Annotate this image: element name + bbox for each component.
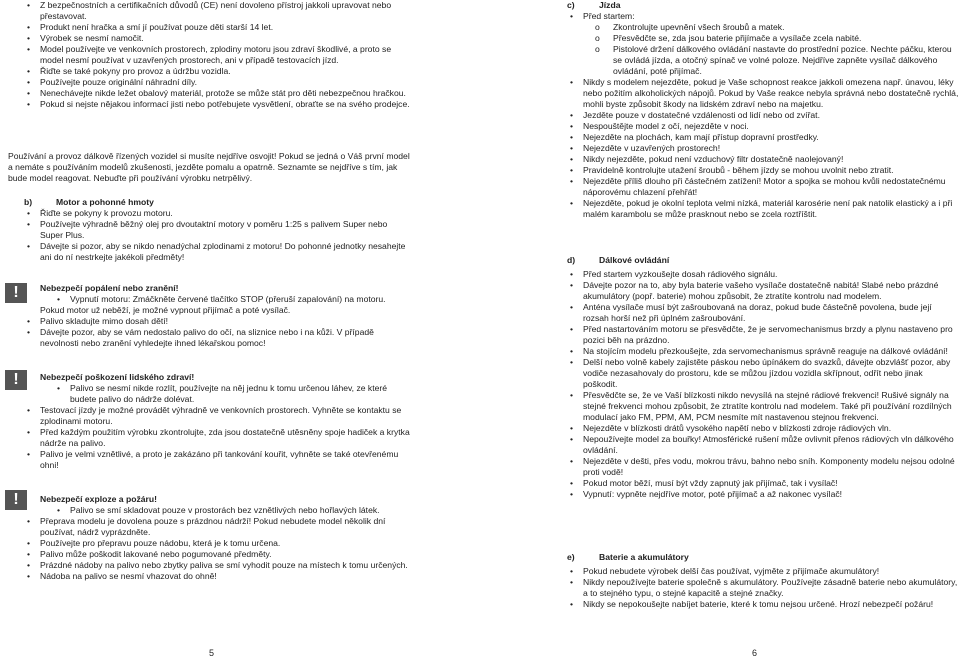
section-b-heading [24, 197, 412, 208]
warning-title: Nebezpečí poškození lidského zdraví! [40, 372, 195, 382]
list-item: • Používejte pro přepravu pouze nádobu, která je k tomu určena. [24, 538, 414, 549]
warning-title: Nebezpečí popálení nebo zranění! [40, 283, 179, 293]
list-item: • Produkt není hračka a smí jí používat pouze děti starší 14 let. [24, 22, 414, 33]
list-item: • Před každým použitím výrobku zkontrolujte, zda jsou dostatečně utěsněny spoje hadiček a krytka nádrže na palivo. [24, 427, 414, 449]
list-item: • Přesvědčte se, že ve Vaší blízkosti nikdo nevysílá na stejné rádiové frekvenci! Rušivé signály na stejné frekvenci mohou způsobit, že ztratíte kontrolu nad modelem. Také při používání rozdílných modulací jako FM, PPM, AM, PCM nesmíte mít nastavenou stejnou frekvenci. [567, 390, 959, 423]
list-item: • Používejte pouze originální náhradní díly. [24, 77, 414, 88]
section-d [567, 255, 959, 500]
list-item: • Jezděte pouze v dostatečné vzdálenosti od lidí nebo od zvířat. [567, 110, 959, 121]
list-item: • Vypnutí: vypněte nejdříve motor, poté přijímač a až nakonec vysílač! [567, 489, 959, 500]
list-item: • Nejezděte na plochách, kam mají přístup dopravní prostředky. [567, 132, 959, 143]
list-item: • Nikdy nejezděte, pokud není vzduchový filtr dostatečně naolejovaný! [567, 154, 959, 165]
section-e [567, 552, 959, 610]
list-item: • Model používejte ve venkovních prostorech, zplodiny motoru jsou zdraví škodlivé, a proto se model nesmí používat v uzavřených prostorech, ani v případě testovacích jízd. [24, 44, 414, 66]
intro-list [24, 0, 414, 110]
list-item: • Dávejte pozor na to, aby byla baterie vašeho vysílače dostatečně nabitá! Slabé nebo prázdné akumulátory (popř. baterie) mohou způsobit, že ztratíte kontrolu nad modelem. [567, 280, 959, 302]
warning-icon: ! [5, 370, 27, 390]
list-item: • Palivo je velmi vznětlivé, a proto je zakázáno při tankování kouřit, vyhněte se také otevřenému ohni! [24, 449, 414, 471]
warning-block-explosion [24, 494, 414, 582]
list-item: • Nádoba na palivo se nesmí vhazovat do ohně! [24, 571, 414, 582]
warning-icon: ! [5, 490, 27, 510]
warning-block-burn [24, 283, 414, 349]
list-item: • Nejezděte v dešti, přes vodu, mokrou trávu, bahno nebo sníh. Komponenty modelu nejsou odolné proti vodě! [567, 456, 959, 478]
list-item: • Před nastartováním motoru se přesvědčte, že je servomechanismus brzdy a plynu nastaveno pro pozici běh na prázdno. [567, 324, 959, 346]
warning-icon: ! [5, 283, 27, 303]
section-letter: c) [567, 0, 575, 10]
section-e-heading [567, 552, 959, 563]
list-item: • Pokud nebudete výrobek delší čas používat, vyjměte z přijímače akumulátory! [567, 566, 959, 577]
list-item: • Dávejte pozor, aby se vám nedostalo palivo do očí, na sliznice nebo i na kůži. V případě nevolnosti nebo zranění vyhledejte ihned lékařskou pomoc! [24, 327, 414, 349]
list-item: • Pravidelně kontrolujte utažení šroubů - během jízdy se mohou uvolnit nebo ztratit. [567, 165, 959, 176]
list-item: • Palivo může poškodit lakované nebo pogumované předměty. [24, 549, 414, 560]
list-item: • Nepoužívejte model za bouřky! Atmosférické rušení může ovlivnit přenos rádiových vln dálkového ovládání. [567, 434, 959, 456]
section-letter: d) [567, 255, 576, 265]
list-item: • Testovací jízdy je možné provádět výhradně ve venkovních prostorech. Vyhněte se kontaktu se zplodinami motoru. [24, 405, 414, 427]
left-page [0, 0, 420, 658]
list-item: • Nejezděte v uzavřených prostorech! [567, 143, 959, 154]
list-item: • Nejezděte v blízkosti drátů vysokého napětí nebo v blízkosti zdroje rádiových vln. [567, 423, 959, 434]
list-item: • Před startem: [567, 11, 959, 22]
list-item: • Pokud motor běží, musí být vždy zapnutý jak přijímač, tak i vysílač! [567, 478, 959, 489]
section-c-heading [567, 0, 959, 11]
section-title: Baterie a akumulátory [599, 552, 689, 562]
sub-list-item: o Zkontrolujte upevnění všech šroubů a matek. [567, 22, 959, 33]
list-item: • Přeprava modelu je dovolena pouze s prázdnou nádrží! Pokud nebudete model několik dní používat, nádrž vyprázdněte. [24, 516, 414, 538]
list-item: • Řiďte se také pokyny pro provoz a údržbu vozidla. [24, 66, 414, 77]
list-item: • Nikdy nepoužívejte baterie společně s akumulátory. Používejte zásadně baterie nebo akumulátory, a to stejného typu, o stejné kapacitě a stejné značky. [567, 577, 959, 599]
warning-block-health [24, 372, 414, 471]
list-item: • Nenechávejte nikde ležet obalový materiál, protože se může stát pro děti nebezpečnou hračkou. [24, 88, 414, 99]
section-letter: e) [567, 552, 575, 562]
intro-paragraph: Používání a provoz dálkově řízených vozidel si musíte nejdříve osvojit! Pokud se jedná o Váš první model a nemáte s používáním modelů zkušenosti, jezděte pomalu a opatrně. Seznamte se nejdříve s tím, jak bude model reagovat. Nebuďte při používání výrobku netrpělivý. [8, 151, 410, 183]
list-item: • Nejezděte, pokud je okolní teplota velmi nízká, materiál karosérie není pak natolik elastický a i při malém karambolu se může prasknout nebo se zcela roztříštit. [567, 198, 959, 220]
section-title: Motor a pohonné hmoty [56, 197, 154, 207]
list-item: • Nikdy se nepokoušejte nabíjet baterie, které k tomu nejsou určené. Hrozí nebezpečí požáru! [567, 599, 959, 610]
section-title: Dálkové ovládání [599, 255, 670, 265]
list-item: • Nikdy s modelem nejezděte, pokud je Vaše schopnost reakce jakkoli omezena např. únavou, léky nebo požitím alkoholických nápojů. Pokud by Vaše reakce nebyla správná nebo dostatečně rychlá, mohli byste způsobit škody na lidském zdraví nebo na majetku. [567, 77, 959, 110]
list-item: • Na stojícím modelu přezkoušejte, zda servomechanismus správně reaguje na dálkové ovládání! [567, 346, 959, 357]
list-item: • Prázdné nádoby na palivo nebo zbytky paliva se smí vyhodit pouze na místech k tomu určených. [24, 560, 414, 571]
list-item: • Řiďte se pokyny k provozu motoru. [24, 208, 412, 219]
page-number: 6 [752, 648, 758, 658]
list-item: • Pokud si nejste nějakou informací jisti nebo potřebujete vysvětlení, obraťte se na svého prodejce. [24, 99, 414, 110]
section-title: Jízda [599, 0, 621, 10]
list-item: • Dávejte si pozor, aby se nikdo nenadýchal zplodinami z motoru! Do pohonné jednotky nesahejte ani do ní nestrkejte jakékoli předměty! [24, 241, 412, 263]
list-item: • Delší nebo volně kabely zajistěte páskou nebo úpínákem do svazků, dávejte obzvlášť pozor, aby vodiče nezasahovaly do prostoru, kde se můžou jízdou vozidla skřípnout, odřít nebo jinak poškodit. [567, 357, 959, 390]
list-item: • Z bezpečnostních a certifikačních důvodů (CE) není dovoleno přístroj jakkoli upravovat nebo přestavovat. [24, 0, 414, 22]
list-item: • Anténa vysílače musí být zašroubovaná na doraz, pokud bude částečně povolena, bude její rozsah horší než při úplném zašroubování. [567, 302, 959, 324]
section-b [24, 197, 412, 263]
section-letter: b) [24, 197, 33, 207]
list-item: • Výrobek se nesmí namočit. [24, 33, 414, 44]
section-c [567, 0, 959, 220]
section-d-heading [567, 255, 959, 266]
list-item: • Používejte výhradně běžný olej pro dvoutaktní motory v poměru 1:25 s palivem Super nebo Super Plus. [24, 219, 412, 241]
list-item: • Vypnutí motoru: Zmáčkněte červené tlačítko STOP (přeruší zapalování) na motoru. [54, 294, 414, 305]
list-item: • Nespouštějte model z očí, nejezděte v noci. [567, 121, 959, 132]
list-item: • Palivo se smí skladovat pouze v prostorách bez vznětlivých nebo hořlavých látek. [54, 505, 414, 516]
list-item: • Palivo skladujte mimo dosah dětí! [24, 316, 414, 327]
sub-list-item: o Přesvědčte se, zda jsou baterie přijímače a vysílače zcela nabité. [567, 33, 959, 44]
list-item: • Před startem vyzkoušejte dosah rádiového signálu. [567, 269, 959, 280]
list-item: • Palivo se nesmí nikde rozlít, používejte na něj jednu k tomu určenou láhev, ze které budete palivo do nádrže dolévat. [54, 383, 414, 405]
warning-text: Pokud motor už neběží, je možné vypnout přijímač a poté vysílač. [40, 305, 291, 315]
sub-list-item: o Pistolové držení dálkového ovládání nastavte do prostřední pozice. Nechte páčku, kterou se ovládá jízda, a otočný spínač ve volné poloze. Nejdříve zapněte vysílač dálkového ovládání, poté přijímač. [567, 44, 959, 77]
list-item: • Nejezděte příliš dlouho při částečném zatížení! Motor a spojka se mohou kvůli nedostatečnému náporovému chlazení přehřát! [567, 176, 959, 198]
warning-title: Nebezpečí exploze a požáru! [40, 494, 158, 504]
page-number: 5 [209, 648, 215, 658]
right-page [545, 0, 960, 658]
